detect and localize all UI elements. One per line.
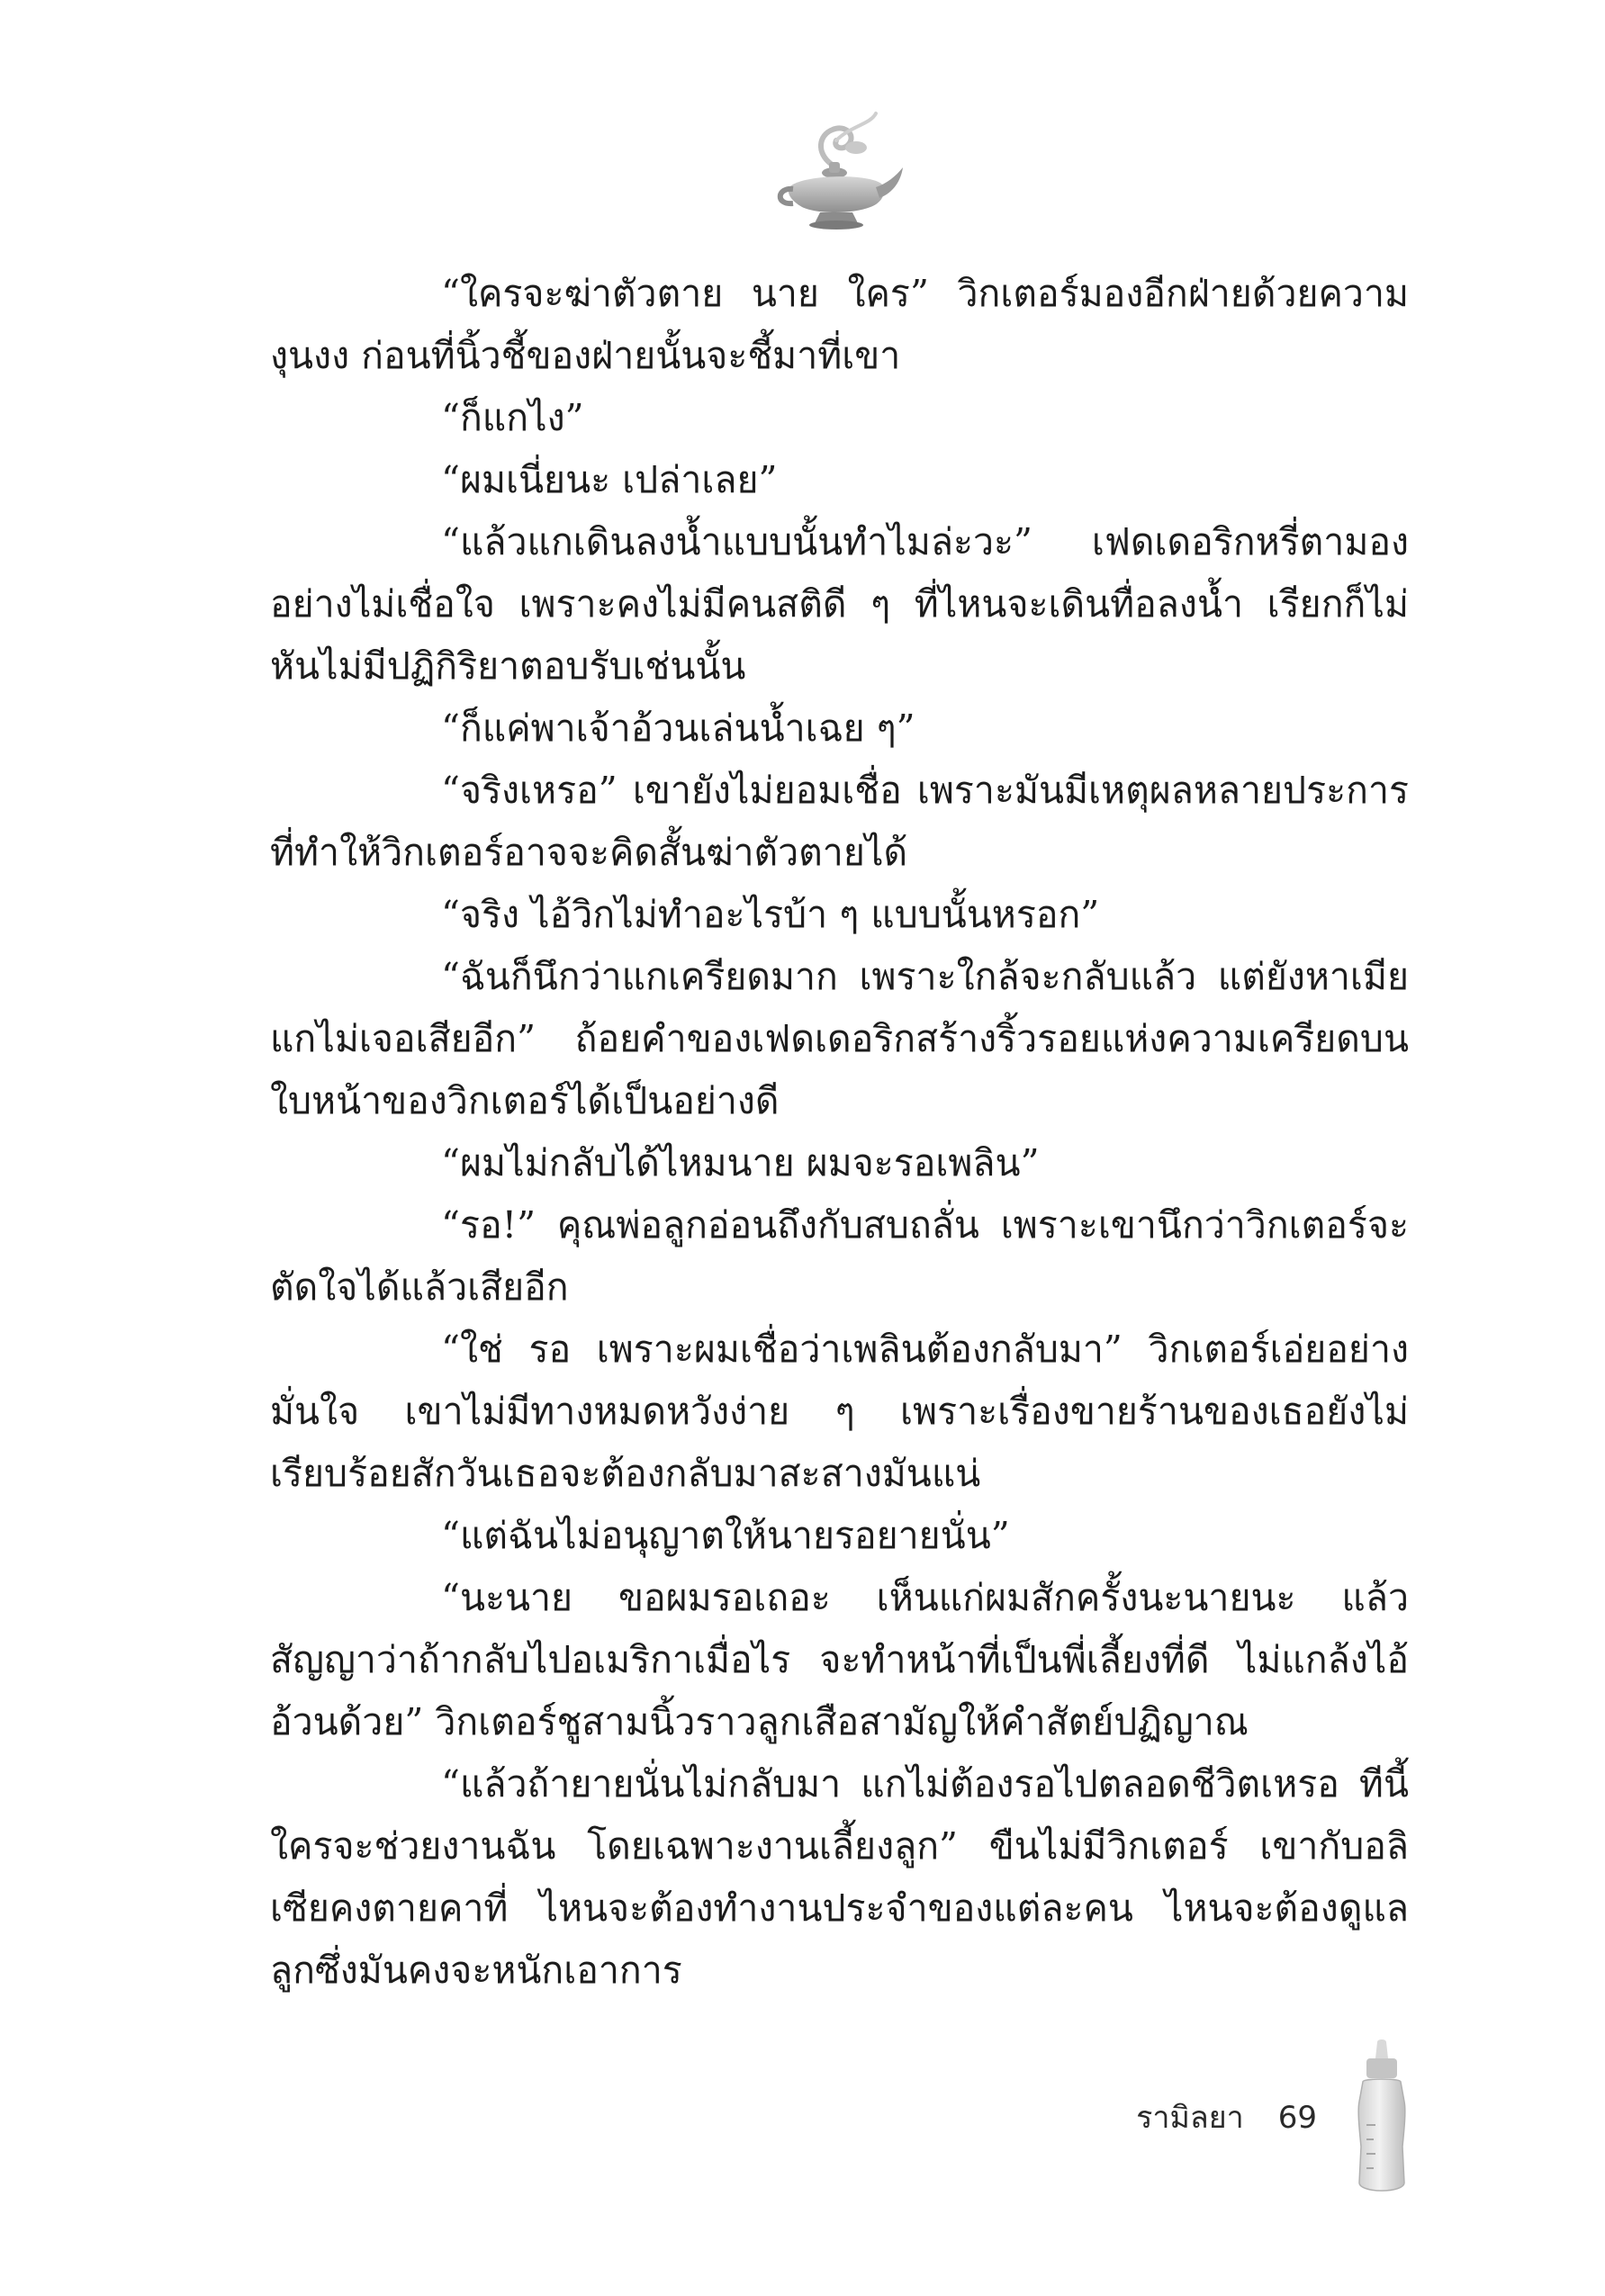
paragraph: “แต่ฉันไม่อนุญาตให้นายรอยายนั่น” [441,1514,1010,1557]
paragraph: “จริง ไอ้วิกไม่ทำอะไรบ้า ๆ แบบนั้นหรอก” [441,893,1100,936]
body-text [270,263,1409,2002]
paragraph: “รอ!” คุณพ่อลูกอ่อนถึงกับสบถลั่น เพราะเขานึกว่าวิกเตอร์จะตัดใจได้แล้วเสียอีก [270,1203,1409,1309]
paragraph: “นะนาย ขอผมรอเถอะ เห็นแก่ผมสักครั้งนะนายนะ แล้วสัญญาว่าถ้ากลับไปอเมริกาเมื่อไร จะทำหน้าที่เป็นพี่เลี้ยงที่ดี ไม่แกล้งไอ้อ้วนด้วย” วิกเตอร์ชูสามนิ้วราวลูกเสือสามัญให้คำสัตย์ปฏิญาณ [270,1576,1409,1743]
paragraph: “ฉันก็นึกว่าแกเครียดมาก เพราะใกล้จะกลับแล้ว แต่ยังหาเมียแกไม่เจอเสียอีก” ถ้อยคำของเฟดเดอริกสร้างริ้วรอยแห่งความเครียดบนใบหน้าของวิกเตอร์ได้เป็นอย่างดี [270,955,1409,1122]
baby-bottle-icon [1350,2039,1413,2201]
paragraph: “แล้วแกเดินลงน้ำแบบนั้นทำไมล่ะวะ” เฟดเดอริกหรี่ตามองอย่างไม่เชื่อใจ เพราะคงไม่มีคนสติดี ๆ ที่ไหนจะเดินทื่อลงน้ำ เรียกก็ไม่หันไม่มีปฏิกิริยาตอบรับเช่นนั้น [270,520,1409,688]
footer-author: รามิลยา [1136,2100,1244,2136]
genie-lamp-icon [770,108,905,234]
paragraph: “ก็แกไง” [441,396,584,439]
paragraph: “ใครจะฆ่าตัวตาย นาย ใคร” วิกเตอร์มองอีกฝ่ายด้วยความงุนงง ก่อนที่นิ้วชี้ของฝ่ายนั้นจะชี้มาที่เขา [270,272,1409,377]
paragraph: “ก็แค่พาเจ้าอ้วนเล่นน้ำเฉย ๆ” [441,707,915,750]
paragraph: “ผมเนี่ยนะ เปล่าเลย” [441,458,778,501]
paragraph: “แล้วถ้ายายนั่นไม่กลับมา แกไม่ต้องรอไปตลอดชีวิตเหรอ ทีนี้ใครจะช่วยงานฉัน โดยเฉพาะงานเลี้ยงลูก” ขืนไม่มีวิกเตอร์ เขากับอลิเซียคงตายคาที่ ไหนจะต้องทำงานประจำของแต่ละคน ไหนจะต้องดูแลลูกซึ่งมันคงจะหนักเอาการ [270,1762,1409,1992]
paragraph: “ใช่ รอ เพราะผมเชื่อว่าเพลินต้องกลับมา” วิกเตอร์เอ่ยอย่างมั่นใจ เขาไม่มีทางหมดหวังง่าย ๆ เพราะเรื่องขายร้านของเธอยังไม่เรียบร้อยสักวันเธอจะต้องกลับมาสะสางมันแน่ [270,1328,1409,1495]
paragraph: “ผมไม่กลับได้ไหมนาย ผมจะรอเพลิน” [441,1141,1040,1184]
page-number: 69 [1277,2100,1317,2136]
page-footer [1136,2093,1317,2141]
paragraph: “จริงเหรอ” เขายังไม่ยอมเชื่อ เพราะมันมีเหตุผลหลายประการที่ทำให้วิกเตอร์อาจจะคิดสั้นฆ่าตัวตายได้ [270,769,1409,874]
